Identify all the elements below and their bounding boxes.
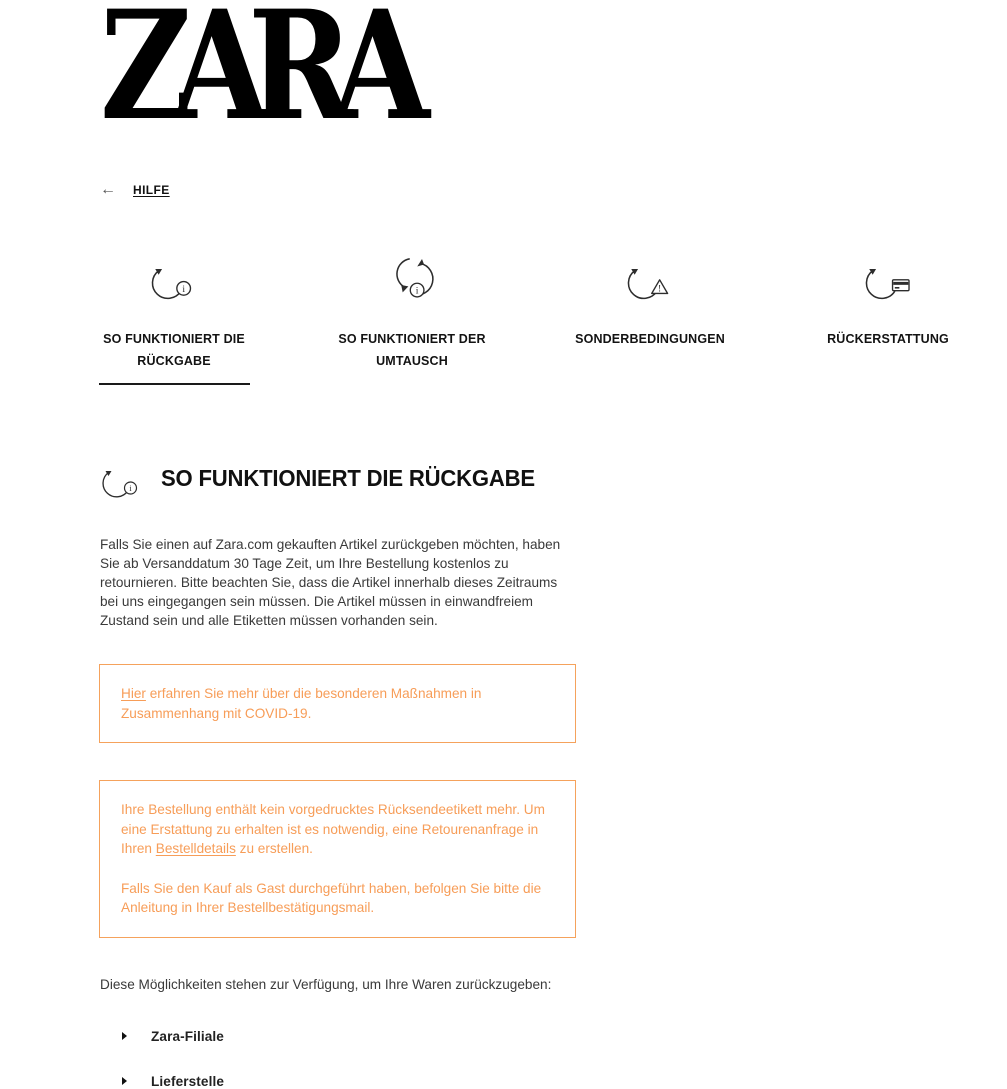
bestelldetails-link[interactable]: Bestelldetails xyxy=(155,841,236,856)
tab-label: SO FUNKTIONIERT DIE RÜCKGABE xyxy=(103,332,245,368)
svg-text:i: i xyxy=(182,283,186,295)
zara-logo[interactable]: ZARA xyxy=(100,0,410,154)
covid-notice-box xyxy=(99,664,576,743)
accordion-item-lieferstelle[interactable] xyxy=(122,1074,985,1089)
page-title: SO FUNKTIONIERT DIE RÜCKGABE xyxy=(161,464,535,491)
chevron-right-icon xyxy=(122,1032,127,1040)
tab-label: SO FUNKTIONIERT DER UMTAUSCH xyxy=(338,332,486,368)
exchange-info-icon xyxy=(387,252,437,302)
tab-so-funktioniert-der-umtausch[interactable] xyxy=(293,252,531,385)
tab-so-funktioniert-die-rueckgabe[interactable] xyxy=(55,252,293,385)
accordion-label: Lieferstelle xyxy=(151,1073,224,1089)
hier-link[interactable]: Hier xyxy=(121,686,146,701)
return-info-icon xyxy=(100,456,144,500)
header xyxy=(100,0,985,154)
covid-notice-text: Hier erfahren Sie mehr über die besonderen Maßnahmen in Zusammenhang mit COVID-19. xyxy=(121,686,482,721)
svg-text:!: ! xyxy=(658,283,662,295)
breadcrumb-hilfe-link[interactable]: HILFE xyxy=(133,183,170,197)
help-topic-tabs xyxy=(55,252,1007,385)
chevron-right-icon xyxy=(122,1077,127,1085)
active-tab-underline xyxy=(99,383,250,385)
back-arrow-icon[interactable]: ← xyxy=(100,181,116,198)
svg-text:i: i xyxy=(415,285,419,297)
tab-label: RÜCKERSTATTUNG xyxy=(827,332,949,346)
return-info-icon xyxy=(149,252,199,302)
section-heading xyxy=(100,456,985,500)
return-card-icon xyxy=(863,252,913,302)
tab-rueckerstattung[interactable] xyxy=(769,252,1007,385)
options-intro: Diese Möglichkeiten stehen zur Verfügung, um Ihre Waren zurückzugeben: xyxy=(100,976,552,992)
return-warning-icon xyxy=(625,252,675,302)
accordion-item-zara-filiale[interactable] xyxy=(122,1029,985,1044)
breadcrumb xyxy=(100,182,985,198)
return-label-notice-p1: Ihre Bestellung enthält kein vorgedrucktes Rücksendeetikett mehr. Um eine Erstattung zu erhalten ist es notwendig, eine Retourenanfrage in Ihren Bestelldetails zu erstellen. xyxy=(121,802,545,856)
svg-text:i: i xyxy=(129,483,132,493)
return-label-notice-box xyxy=(99,780,576,938)
return-label-notice-p2: Falls Sie den Kauf als Gast durchgeführt haben, befolgen Sie bitte die Anleitung in Ihrer Bestellbestätigungsmail. xyxy=(121,880,542,915)
tab-sonderbedingungen[interactable] xyxy=(531,252,769,385)
accordion-label: Zara-Filiale xyxy=(151,1028,224,1044)
intro-paragraph: Falls Sie einen auf Zara.com gekauften Artikel zurückgeben möchten, haben Sie ab Versanddatum 30 Tage Zeit, um Ihre Bestellung kostenlos zu retournieren. Bitte beachten Sie, dass die Artikel innerhalb dieses Zeitraums bei uns eingegangen sein müssen. Die Artikel müssen in einwandfreiem Zustand sein und alle Etiketten müssen vorhanden sein. xyxy=(100,537,561,628)
tab-label: SONDERBEDINGUNGEN xyxy=(575,332,725,346)
